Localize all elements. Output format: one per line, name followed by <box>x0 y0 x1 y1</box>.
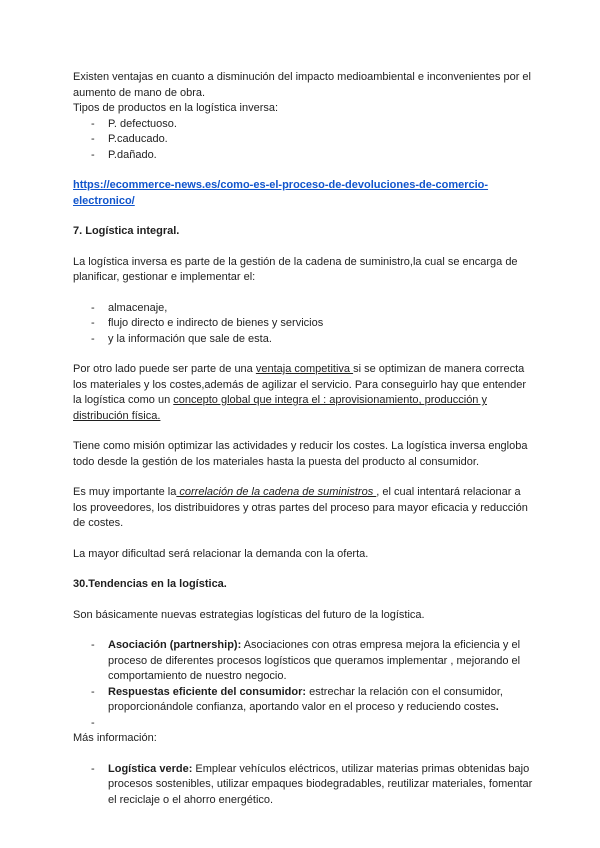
list-item <box>73 716 533 732</box>
list-item: - Respuestas eficiente del consumidor: estrechar la relación con el consumidor, proporcionándole confianza, aportando valor en el proceso y reduciendo costes. <box>73 685 533 716</box>
supply-chain-correlation-term: correlación de la cadena de suministros <box>176 486 377 498</box>
section-7-paragraph-2: Por otro lado puede ser parte de una ventaja competitiva si se optimizan de manera correcta los materiales y los costes,además de agilizar el servicio. Para conseguirlo hay que entender la logística como un concepto global que integra el : aprovisionamiento, producción y distribución física. <box>73 363 527 422</box>
list-item: - P.dañado. <box>73 148 533 164</box>
more-info-list <box>73 762 533 809</box>
list-item: - Logística verde: Emplear vehículos eléctricos, utilizar materias primas obtenidas bajo procesos sostenibles, utilizar empaques biodegradables, reutilizar materiales, fomentar el reciclaje o el ahorro energético. <box>73 762 533 809</box>
list-item: - P. defectuoso. <box>73 117 533 133</box>
source-link[interactable]: https://ecommerce-news.es/como-es-el-proceso-de-devoluciones-de-comercio-electronico/ <box>73 179 489 207</box>
section-30-intro: Son básicamente nuevas estrategias logísticas del futuro de la logística. <box>73 608 425 621</box>
list-item: - flujo directo e indirecto de bienes y servicios <box>73 316 533 332</box>
section-7-paragraph-1: La logística inversa es parte de la gestión de la cadena de suministro,la cual se encarga de planificar, gestionar e implementar el: <box>73 255 518 283</box>
section-7-heading: 7. Logística integral. <box>73 225 180 237</box>
list-item: - P.caducado. <box>73 132 533 148</box>
section-7-paragraph-5: La mayor dificultad será relacionar la demanda con la oferta. <box>73 547 369 560</box>
more-info-label: Más información: <box>73 732 157 744</box>
section-30-heading: 30.Tendencias en la logística. <box>73 578 227 590</box>
list-item: - y la información que sale de esta. <box>73 332 533 348</box>
integral-logistics-list <box>73 301 533 348</box>
product-types-label: Tipos de productos en la logística inversa: <box>73 102 279 114</box>
product-types-list <box>73 117 533 164</box>
document-body <box>73 70 533 808</box>
intro-paragraph: Existen ventajas en cuanto a disminución del impacto medioambiental e inconvenientes por el aumento de mano de obra. <box>73 71 531 99</box>
competitive-advantage-term: ventaja competitiva <box>255 363 354 375</box>
section-7-paragraph-4: Es muy importante la correlación de la cadena de suministros , el cual intentará relacionar a los proveedores, los distribuidores y otras partes del proceso para mayor eficacia y reducción de costes. <box>73 486 528 529</box>
list-item: - almacenaje, <box>73 301 533 317</box>
list-item: - Asociación (partnership): Asociaciones con otras empresa mejora la eficiencia y el proceso de diferentes procesos logísticos que queramos implementar , mejorando el comportamiento de nuestro negocio. <box>73 638 533 685</box>
section-7-paragraph-3: Tiene como misión optimizar las actividades y reducir los costes. La logística inversa engloba todo desde la gestión de los materiales hasta la puesta del producto al consumidor. <box>73 440 528 468</box>
trends-list <box>73 638 533 731</box>
global-concept-term: concepto global que integra el : aprovisionamiento, producción y distribución física. <box>73 394 487 422</box>
